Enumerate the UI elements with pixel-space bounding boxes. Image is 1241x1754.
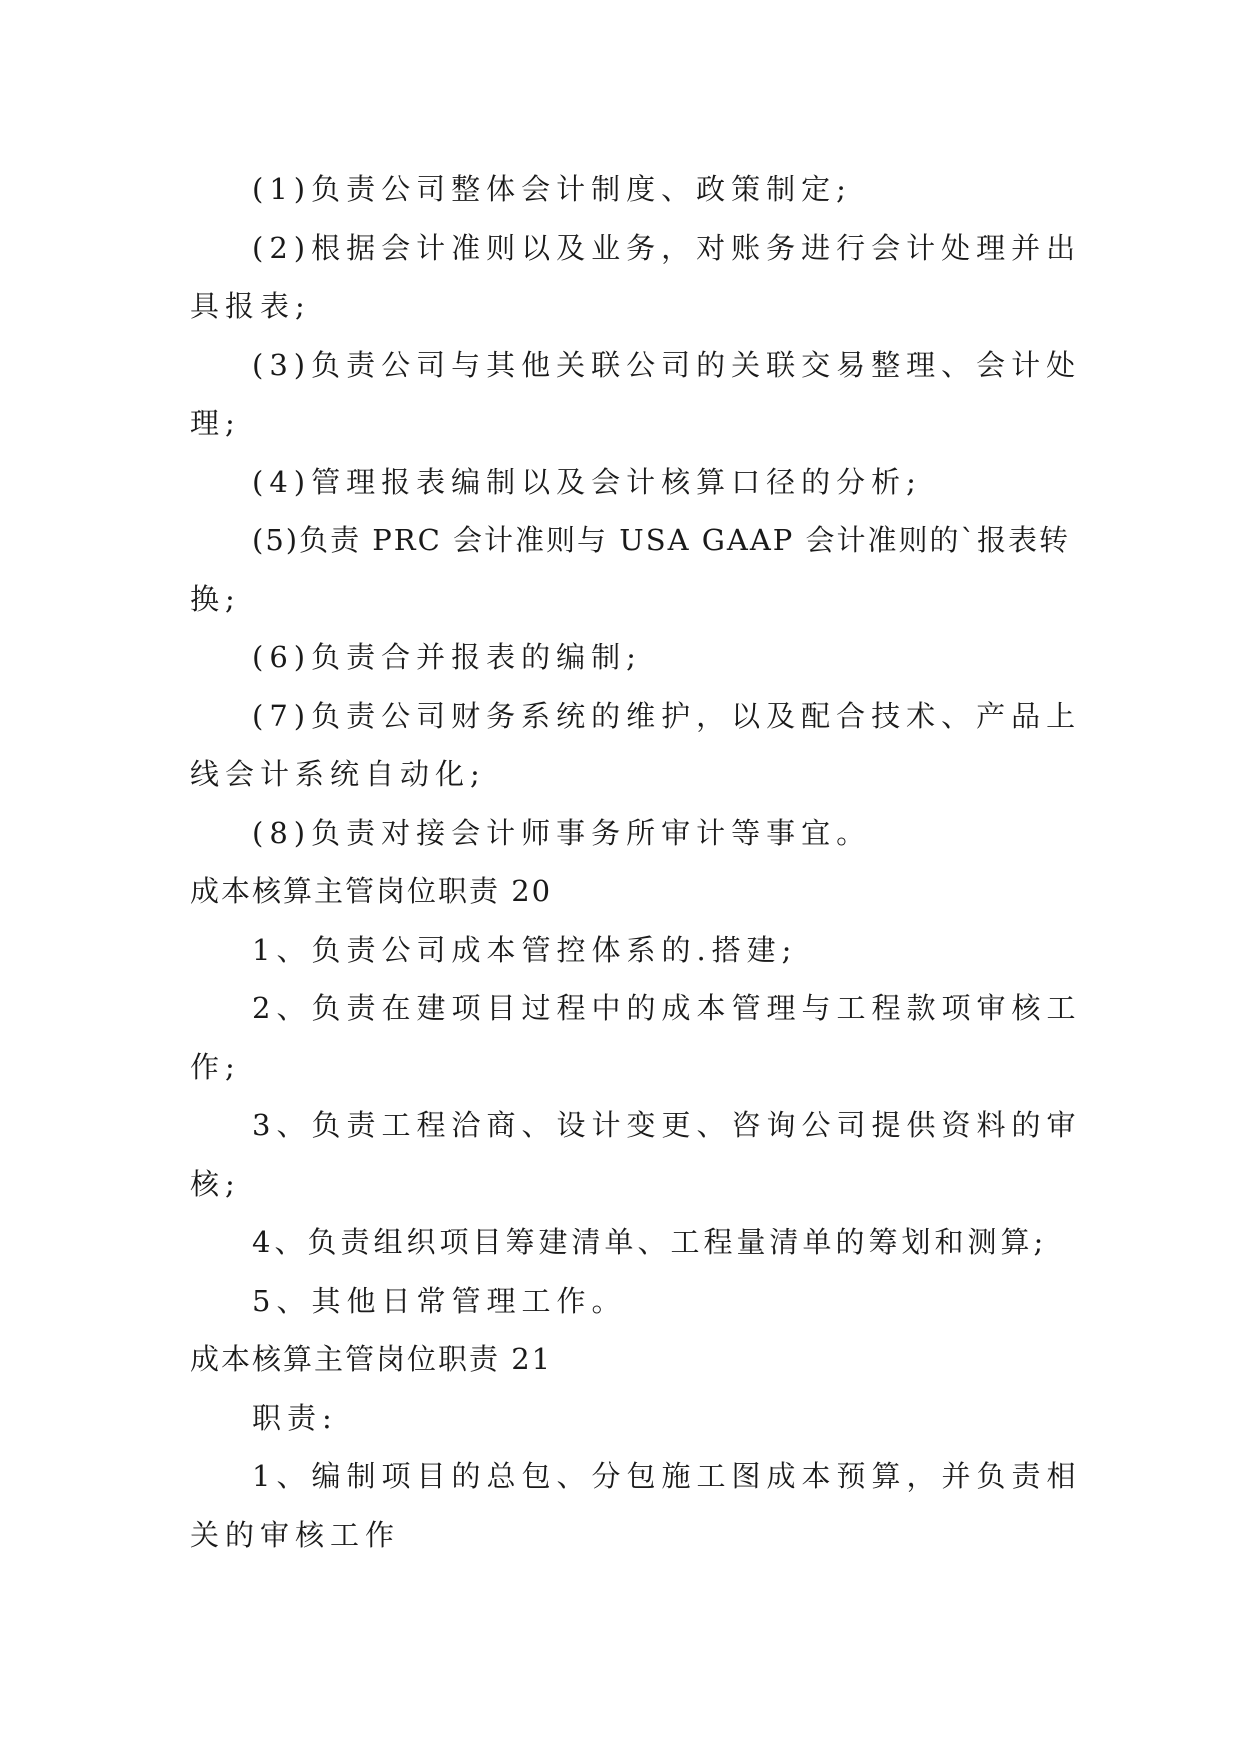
paragraph-line: 5、其他日常管理工作。	[252, 1283, 627, 1318]
paragraph-line: (1)负责公司整体会计制度、政策制定;	[252, 172, 852, 206]
section-heading: 成本核算主管岗位职责 20	[190, 874, 553, 908]
paragraph-line: 3、负责工程洽商、设计变更、咨询公司提供资料的审	[252, 1108, 1082, 1142]
paragraph-line: (5)负责 PRC 会计准则与 USA GAAP 会计准则的`报表转	[252, 523, 1071, 557]
paragraph-line: 4、负责组织项目筹建清单、工程量清单的筹划和测算;	[252, 1225, 1048, 1259]
paragraph-line: 作;	[190, 1049, 241, 1084]
paragraph-line: 换;	[190, 581, 241, 616]
paragraph-line: (7)负责公司财务系统的维护，以及配合技术、产品上	[252, 698, 1082, 733]
paragraph-line: (6)负责合并报表的编制;	[252, 640, 642, 674]
paragraph-line: (8)负责对接会计师事务所审计等事宜。	[252, 815, 872, 850]
section-heading: 成本核算主管岗位职责 21	[190, 1342, 553, 1376]
paragraph-line: (4)管理报表编制以及会计核算口径的分析;	[252, 464, 922, 499]
paragraph-line: (2)根据会计准则以及业务，对账务进行会计处理并出	[252, 230, 1082, 265]
paragraph-line: (3)负责公司与其他关联公司的关联交易整理、会计处	[252, 347, 1082, 382]
paragraph-line: 2、负责在建项目过程中的成本管理与工程款项审核工	[252, 991, 1082, 1025]
paragraph-line: 1、负责公司成本管控体系的.搭建;	[252, 932, 798, 967]
document-body	[190, 160, 1082, 1564]
paragraph-line: 核;	[190, 1166, 241, 1201]
paragraph-line: 关的审核工作	[190, 1517, 401, 1552]
paragraph-line: 线会计系统自动化;	[190, 757, 486, 791]
paragraph-line: 1、编制项目的总包、分包施工图成本预算，并负责相	[252, 1459, 1082, 1493]
paragraph-line: 理;	[190, 406, 241, 440]
paragraph-line: 职责:	[252, 1400, 338, 1435]
paragraph-line: 具报表;	[190, 289, 311, 323]
